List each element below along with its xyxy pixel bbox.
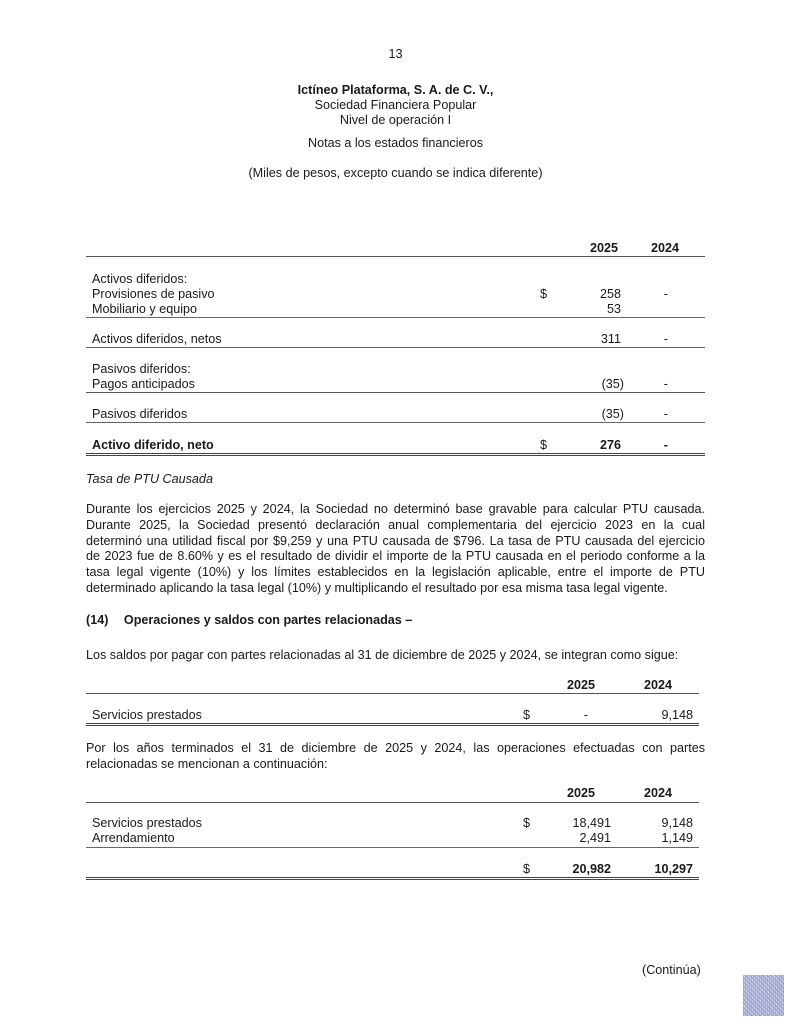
row-label: Provisiones de pasivo xyxy=(92,287,215,301)
divider xyxy=(86,256,705,257)
table-header-row xyxy=(86,241,705,256)
row-label: Pasivos diferidos: xyxy=(92,362,191,376)
column-header-2024: 2024 xyxy=(643,786,672,800)
table-row xyxy=(86,302,705,317)
value-2025: 53 xyxy=(606,302,621,316)
value-2025: 18,491 xyxy=(572,816,611,830)
table-row xyxy=(86,332,705,347)
value-2025: (35) xyxy=(601,377,624,391)
column-header-2024: 2024 xyxy=(650,241,679,255)
operations-intro xyxy=(86,741,705,773)
currency-sign: $ xyxy=(540,287,548,301)
row-label: Arrendamiento xyxy=(92,831,175,845)
divider xyxy=(86,317,705,318)
section-title: Operaciones y saldos con partes relacionadas – xyxy=(123,613,413,627)
divider xyxy=(86,847,699,848)
divider xyxy=(86,802,699,803)
table-header-row xyxy=(86,678,699,693)
value-2025: (35) xyxy=(601,407,624,421)
paragraph-line: determinado aplicando la tasa legal (10%) y multiplicando el resultado por esa misma tasa legal vigente. xyxy=(86,580,668,595)
divider xyxy=(86,422,705,423)
paragraph-line: tasa legal vigente (10%) y los límites establecidos en la legislación aplicable, entre el importe de PTU xyxy=(86,565,705,580)
paragraph-line: de 2023 fue de 8.60% y es el resultado de dividir el importe de la PTU causada en el periodo conforme a la xyxy=(86,549,705,564)
row-label: Pagos anticipados xyxy=(92,377,195,391)
page-number: 13 xyxy=(388,47,403,61)
paragraph-line: Por los años terminados el 31 de diciembre de 2025 y 2024, las operaciones efectuadas con partes xyxy=(86,741,705,755)
table-header-row xyxy=(86,786,699,801)
total-2024: 10,297 xyxy=(654,862,693,876)
double-divider xyxy=(86,723,699,726)
row-label: Activos diferidos: xyxy=(92,272,188,286)
currency-sign: $ xyxy=(523,708,531,722)
total-row xyxy=(86,438,705,453)
section-14-intro: Los saldos por pagar con partes relacionadas al 31 de diciembre de 2025 y 2024, se integran como sigue: xyxy=(86,648,679,662)
table-row xyxy=(86,407,705,422)
divider xyxy=(86,392,705,393)
row-label: Pasivos diferidos xyxy=(92,407,188,421)
column-header-2025: 2025 xyxy=(566,786,595,800)
value-2024: - xyxy=(663,332,668,346)
table-row xyxy=(86,362,705,377)
row-label: Activo diferido, neto xyxy=(92,438,214,452)
ptu-heading: Tasa de PTU Causada xyxy=(86,472,213,486)
row-label: Servicios prestados xyxy=(92,816,202,830)
currency-sign: $ xyxy=(540,438,548,452)
section-14-heading xyxy=(86,613,412,628)
units-note: (Miles de pesos, excepto cuando se indica diferente) xyxy=(248,166,543,180)
operation-level: Nivel de operación I xyxy=(339,113,452,127)
column-header-2025: 2025 xyxy=(589,241,618,255)
table-row xyxy=(86,831,699,846)
double-divider xyxy=(86,877,699,880)
currency-sign: $ xyxy=(523,862,531,876)
value-2024: - xyxy=(663,287,668,301)
value-2024: - xyxy=(663,407,668,421)
table-row xyxy=(86,708,699,723)
value-2025: 311 xyxy=(600,332,621,346)
double-divider xyxy=(86,453,705,456)
company-subtitle: Sociedad Financiera Popular xyxy=(314,98,477,112)
notes-title: Notas a los estados financieros xyxy=(307,136,483,150)
paragraph-line: relacionadas se mencionan a continuación: xyxy=(86,756,328,771)
value-2025: - xyxy=(583,708,588,722)
table-row xyxy=(86,816,699,831)
section-number: (14) xyxy=(86,613,109,627)
paragraph-line: determinó una utilidad fiscal por $9,259 y una PTU causada de $796. La tasa de PTU causada del ejercicio xyxy=(86,533,705,548)
column-header-2025: 2025 xyxy=(566,678,595,692)
value-2024: - xyxy=(663,377,668,391)
table-row xyxy=(86,272,705,287)
qr-code-icon xyxy=(743,975,784,1016)
value-2024: 9,148 xyxy=(661,816,693,830)
column-header-2024: 2024 xyxy=(643,678,672,692)
divider xyxy=(86,693,699,694)
table-row xyxy=(86,287,705,302)
total-2025: 20,982 xyxy=(572,862,611,876)
value-2025: 2,491 xyxy=(579,831,611,845)
row-label: Servicios prestados xyxy=(92,708,202,722)
continues-label: (Continúa) xyxy=(642,963,701,977)
company-name: Ictíneo Plataforma, S. A. de C. V., xyxy=(297,83,494,97)
value-2024: - xyxy=(663,438,668,452)
paragraph-line: Durante los ejercicios 2025 y 2024, la Sociedad no determinó base gravable para calcular PTU causada. xyxy=(86,502,705,516)
row-label: Mobiliario y equipo xyxy=(92,302,198,316)
value-2024: 9,148 xyxy=(661,708,693,722)
ptu-paragraph xyxy=(86,502,705,597)
value-2024: 1,149 xyxy=(661,831,693,845)
value-2025: 258 xyxy=(599,287,621,301)
divider xyxy=(86,347,705,348)
row-label: Activos diferidos, netos xyxy=(92,332,222,346)
paragraph-line: Durante 2025, la Sociedad presentó declaración anual complementaria del ejercicio 2023 en la cual xyxy=(86,517,705,532)
currency-sign: $ xyxy=(523,816,531,830)
total-row xyxy=(86,862,699,877)
value-2025: 276 xyxy=(599,438,621,452)
table-row xyxy=(86,377,705,392)
